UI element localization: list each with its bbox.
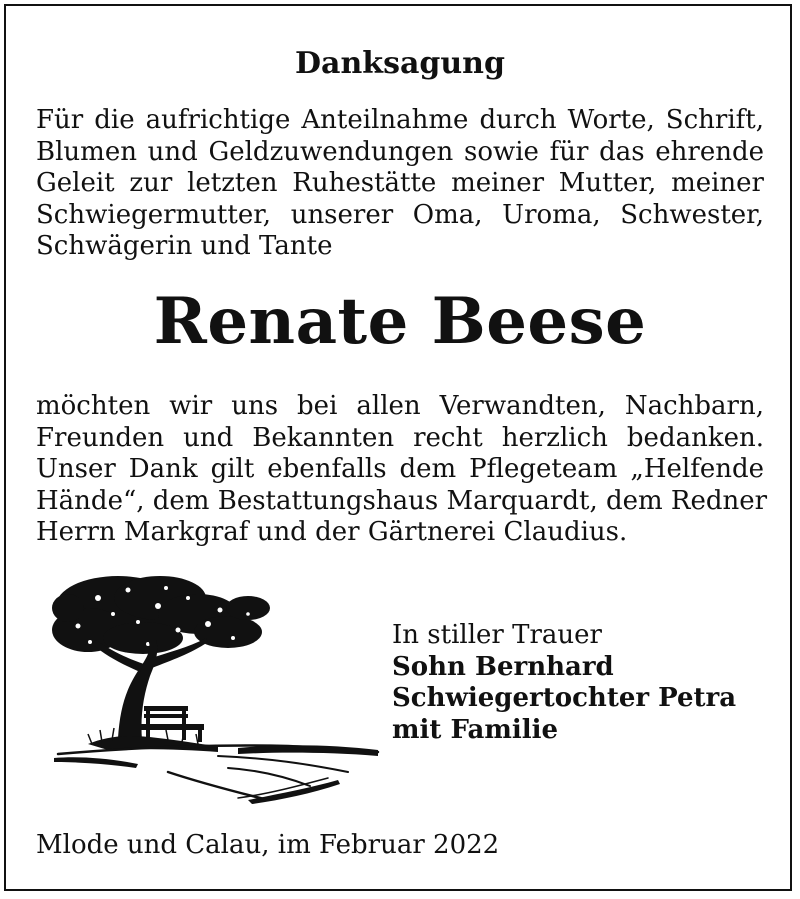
- intro-line: Geleit zur letzten Ruhestätte meiner Mutter, meiner: [36, 168, 764, 198]
- thanks-paragraph: [36, 391, 768, 549]
- intro-line: Schwiegermutter, unserer Oma, Uroma, Schwester,: [36, 199, 764, 230]
- mourner-name: Sohn Bernhard: [392, 651, 614, 682]
- tree-with-bench-icon: [48, 568, 384, 808]
- intro-line: Blumen und Geldzuwendungen sowie für das ehrende: [36, 136, 764, 167]
- mourner-name: mit Familie: [392, 714, 559, 745]
- place-date: Mlode und Calau, im Februar 2022: [36, 830, 500, 860]
- thanks-line: Hände“, dem Bestattungshaus Marquardt, dem Redner: [36, 485, 768, 516]
- intro-line: Schwägerin und Tante: [36, 231, 333, 261]
- signature-block: [392, 620, 736, 746]
- intro-paragraph: [36, 105, 764, 263]
- deceased-name: Renate Beese: [153, 284, 647, 359]
- thanks-line: Herrn Markgraf und der Gärtnerei Claudius.: [36, 517, 628, 547]
- intro-line: Für die aufrichtige Anteilnahme durch Worte, Schrift,: [36, 105, 764, 135]
- thanks-line: Unser Dank gilt ebenfalls dem Pflegeteam „Helfende: [36, 454, 764, 484]
- thanks-line: möchten wir uns bei allen Verwandten, Nachbarn,: [36, 391, 764, 421]
- notice-heading: Danksagung: [295, 46, 505, 81]
- mourner-name: Schwiegertochter Petra: [392, 683, 737, 713]
- mourning-intro: In stiller Trauer: [392, 620, 602, 650]
- thanks-line: Freunden und Bekannten recht herzlich bedanken.: [36, 422, 764, 453]
